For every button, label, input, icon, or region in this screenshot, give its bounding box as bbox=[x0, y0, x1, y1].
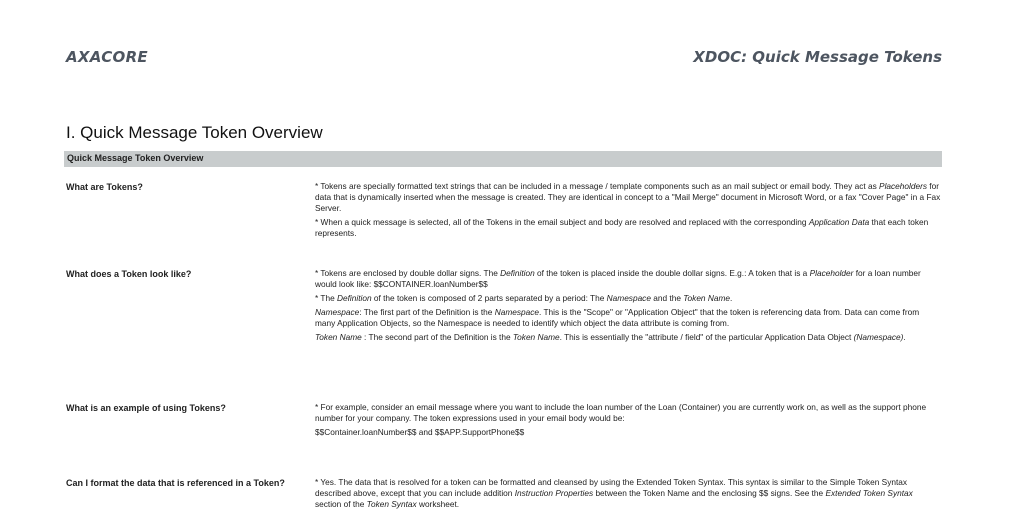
body-text: : The second part of the Definition is the bbox=[361, 332, 513, 342]
faq-answer-2 bbox=[315, 268, 941, 346]
faq-question-3: What is an example of using Tokens? bbox=[66, 403, 226, 413]
body-text: * When a quick message is selected, all of the Tokens in the email subject and body are resolved and replaced with the corresponding bbox=[315, 217, 809, 227]
emphasis-text: Namespace bbox=[606, 293, 651, 303]
answer-paragraph bbox=[315, 402, 941, 424]
body-text: . This is the "Scope" or "Application Object" that the token is referencing data from. Data can come from many Application Objects, so the Namespace is needed to identify which object the data attribute is coming from. bbox=[315, 307, 920, 328]
body-text: that each token represents. bbox=[315, 217, 929, 238]
faq-answer-3 bbox=[315, 402, 941, 441]
faq-answer-4 bbox=[315, 477, 941, 513]
body-text: of the token is placed inside the double dollar signs. E.g.: A token that is a bbox=[534, 268, 810, 278]
body-text: * Tokens are specially formatted text strings that can be included in a message / template components such as an mail subject or email body. They act as bbox=[315, 181, 880, 191]
section-title: I. Quick Message Token Overview bbox=[66, 123, 323, 142]
emphasis-text: Application Data bbox=[808, 217, 870, 227]
emphasis-text: Token Name bbox=[512, 332, 560, 342]
body-text: of the token is composed of 2 parts separated by a period: The bbox=[371, 293, 607, 303]
emphasis-text: Token Name bbox=[683, 293, 730, 303]
emphasis-text: Extended Token Syntax bbox=[825, 488, 913, 498]
body-text: * Yes. The data that is resolved for a token can be formatted and cleansed by using the Extended Token Syntax. This syntax is similar to the Simple Token Syntax described above, except that you can include addition bbox=[315, 477, 908, 498]
body-text: section of the bbox=[315, 499, 367, 509]
emphasis-text: Namespace bbox=[315, 307, 360, 317]
body-text: between the Token Name and the enclosing $$ signs. See the bbox=[593, 488, 826, 498]
body-text: * For example, consider an email message where you want to include the loan number of the Loan (Container) you are currently work on, as well as the support phone number for your company. The token expressions used in your email body would be: bbox=[315, 402, 927, 423]
emphasis-text: Instruction Properties bbox=[514, 488, 594, 498]
body-text: * Tokens are enclosed by double dollar signs. The bbox=[315, 268, 501, 278]
emphasis-text: Namespace bbox=[494, 307, 539, 317]
body-text: $$Container.loanNumber$$ and $$APP.SupportPhone$$ bbox=[315, 427, 525, 437]
answer-paragraph bbox=[315, 427, 941, 438]
emphasis-text: Definition bbox=[500, 268, 535, 278]
body-text: . This is essentially the "attribute / field" of the particular Application Data Object bbox=[559, 332, 854, 342]
section-header-bar bbox=[64, 151, 942, 167]
faq-question-1: What are Tokens? bbox=[66, 182, 143, 192]
section-header-label: Quick Message Token Overview bbox=[67, 153, 204, 163]
emphasis-text: Token Name bbox=[315, 332, 362, 342]
emphasis-text: Token Syntax bbox=[366, 499, 417, 509]
faq-question-2: What does a Token look like? bbox=[66, 269, 192, 279]
answer-paragraph bbox=[315, 217, 941, 239]
brand-logo-text: AXACORE bbox=[66, 48, 148, 66]
emphasis-text: Definition bbox=[337, 293, 372, 303]
faq-answer-1 bbox=[315, 181, 941, 242]
body-text: . bbox=[730, 293, 733, 303]
body-text: for data that is dynamically inserted when the message is created. They are identical in concept to a "Mail Merge" document in Microsoft Word, or a fax "Cover Page" in a Fax Server. bbox=[315, 181, 941, 213]
answer-paragraph bbox=[315, 332, 941, 343]
body-text: and the bbox=[650, 293, 684, 303]
emphasis-text: Placeholders bbox=[879, 181, 927, 191]
emphasis-text: Placeholder bbox=[809, 268, 854, 278]
faq-question-4: Can I format the data that is referenced in a Token? bbox=[66, 478, 285, 488]
answer-paragraph bbox=[315, 181, 941, 214]
answer-paragraph bbox=[315, 307, 941, 329]
emphasis-text: (Namespace) bbox=[853, 332, 904, 342]
body-text: : The first part of the Definition is the bbox=[359, 307, 495, 317]
body-text: worksheet. bbox=[416, 499, 460, 509]
body-text: * The bbox=[315, 293, 337, 303]
document-title: XDOC: Quick Message Tokens bbox=[693, 48, 942, 66]
answer-paragraph bbox=[315, 293, 941, 304]
answer-paragraph bbox=[315, 477, 941, 510]
body-text: for a loan number would look like: $$CONTAINER.loanNumber$$ bbox=[315, 268, 921, 289]
body-text: . bbox=[903, 332, 906, 342]
answer-paragraph bbox=[315, 268, 941, 290]
